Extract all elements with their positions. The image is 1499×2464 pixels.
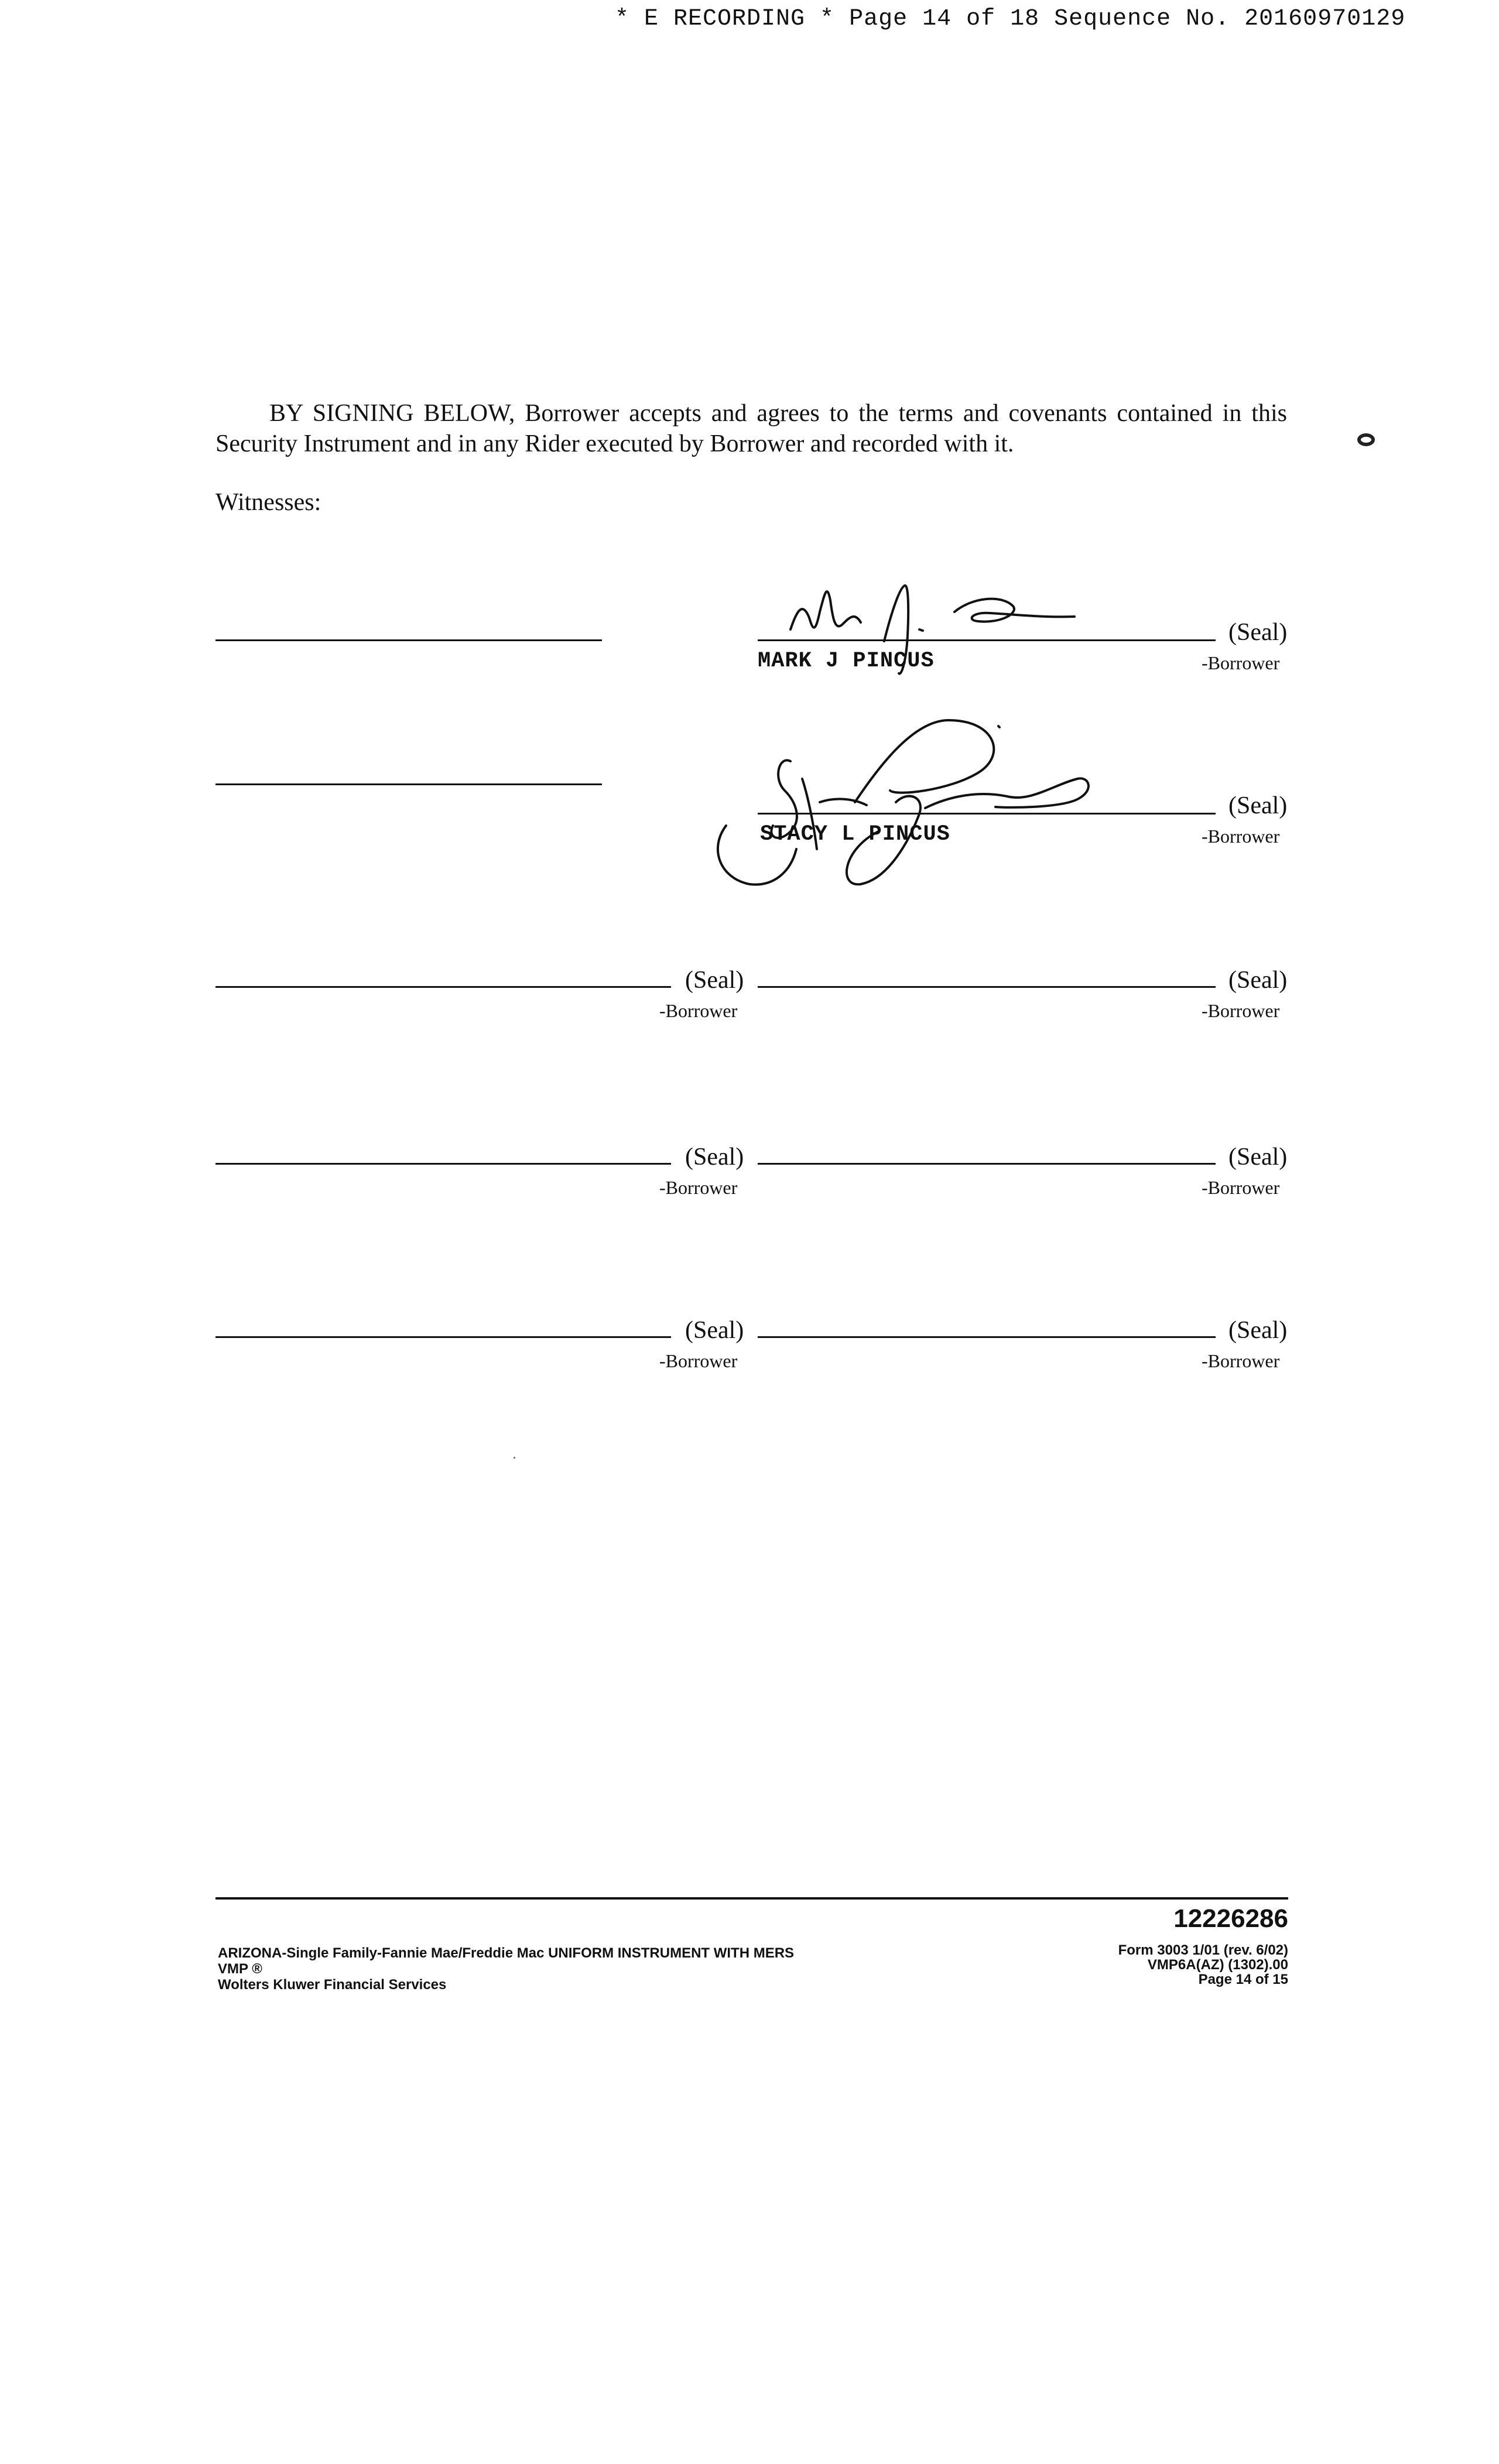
witness-line-1 [215, 639, 602, 641]
witness-line-2 [215, 783, 602, 785]
vmp-mark: VMP ® [218, 1961, 262, 1977]
form-title: ARIZONA-Single Family-Fannie Mae/Freddie Mac UNIFORM INSTRUMENT WITH MERS [218, 1945, 795, 1961]
signing-statement-line-2: Security Instrument and in any Rider executed by Borrower and recorded with it. [215, 430, 1014, 457]
borrower-label: -Borrower [659, 1177, 738, 1198]
recording-header: * E RECORDING * Page 14 of 18 Sequence No. 20160970129 [615, 6, 1406, 32]
borrower-signature-line[interactable] [215, 1163, 671, 1165]
seal-label: (Seal) [1228, 619, 1288, 646]
signer-name-stacy-pincus: STACY L PINCUS [760, 822, 950, 847]
signature-line-mark-pincus[interactable] [758, 639, 1216, 641]
signature-line-stacy-pincus[interactable] [758, 813, 1216, 815]
form-code: VMP6A(AZ) (1302).00 [1147, 1957, 1288, 1973]
borrower-label: -Borrower [1202, 652, 1280, 673]
borrower-label: -Borrower [1202, 1350, 1280, 1371]
footer-rule [215, 1897, 1288, 1900]
signer-name-mark-pincus: MARK J PINCUS [758, 649, 935, 673]
borrower-label: -Borrower [1202, 826, 1280, 847]
signing-statement-line-1: BY SIGNING BELOW, Borrower accepts and agrees to the terms and covenants contained in this [269, 400, 1287, 427]
form-identifier [1118, 1943, 1288, 1987]
signing-statement [215, 398, 1287, 459]
borrower-label: -Borrower [1202, 1000, 1280, 1021]
scan-speck [514, 1457, 515, 1459]
borrower-label: -Borrower [659, 1000, 738, 1021]
borrower-signature-line[interactable] [215, 986, 671, 988]
borrower-label: -Borrower [659, 1350, 738, 1371]
seal-label: (Seal) [1228, 792, 1288, 819]
signature-stacy-pincus [703, 709, 1124, 896]
form-page-number: Page 14 of 15 [1198, 1972, 1288, 1987]
margin-mark-icon [1357, 433, 1375, 446]
borrower-signature-line[interactable] [758, 986, 1216, 988]
loan-number: 12226286 [1173, 1904, 1288, 1933]
form-description [218, 1945, 794, 1993]
borrower-signature-line[interactable] [215, 1336, 671, 1338]
seal-label: (Seal) [1228, 967, 1288, 994]
seal-label: (Seal) [1228, 1144, 1288, 1171]
borrower-signature-line[interactable] [758, 1336, 1216, 1338]
form-number: Form 3003 1/01 (rev. 6/02) [1118, 1942, 1288, 1958]
seal-label: (Seal) [685, 1144, 744, 1171]
borrower-signature-line[interactable] [758, 1163, 1216, 1165]
publisher: Wolters Kluwer Financial Services [218, 1977, 447, 1993]
seal-label: (Seal) [685, 1317, 744, 1344]
borrower-label: -Borrower [1202, 1177, 1280, 1198]
seal-label: (Seal) [685, 967, 744, 994]
seal-label: (Seal) [1228, 1317, 1288, 1344]
witnesses-label: Witnesses: [215, 489, 321, 516]
